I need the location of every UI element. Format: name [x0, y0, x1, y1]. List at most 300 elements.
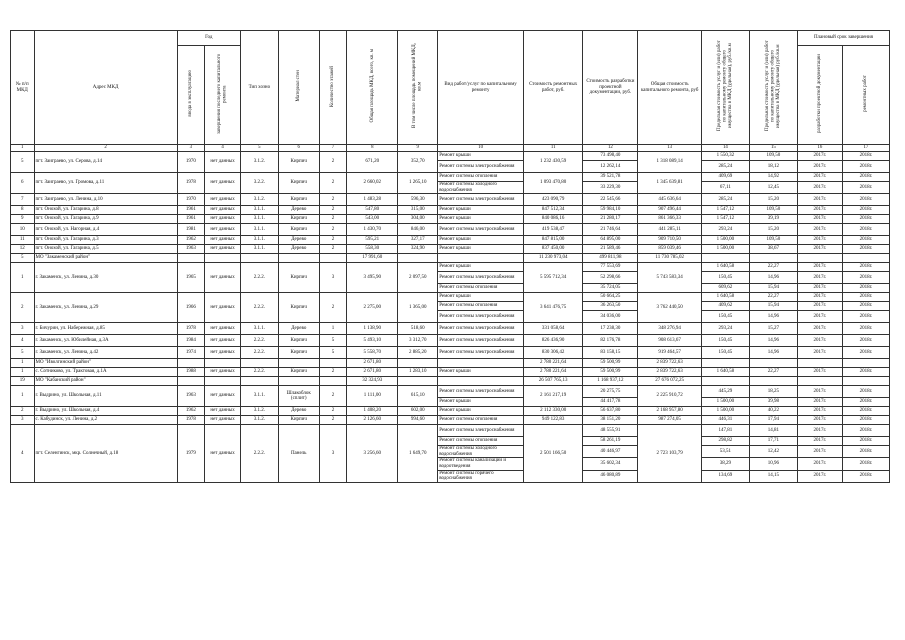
- table-cell: нет данных: [205, 173, 241, 194]
- column-number: 1: [11, 145, 35, 152]
- table-cell: Ремонт системы электроснабжения: [438, 347, 524, 359]
- header-premises-area: В том числе площадь помещений МКД, кв.м: [398, 31, 438, 145]
- table-cell: 67,11: [701, 182, 749, 194]
- table-cell: [205, 359, 241, 368]
- table-cell: 2017г.: [797, 425, 842, 437]
- table-cell: 2017г.: [797, 284, 842, 293]
- table-cell: 17 991,60: [347, 254, 398, 263]
- table-body: [11, 152, 890, 483]
- header-repair-cost: Стоимость ремонтных работ, руб.: [524, 31, 583, 145]
- table-cell: 11: [11, 236, 35, 245]
- table-cell: 40 446,97: [583, 446, 638, 458]
- table-cell: 1 430,70: [347, 224, 398, 236]
- table-cell: нет данных: [205, 194, 241, 206]
- table-row: [11, 215, 890, 224]
- header-work-deadline: ремонтных работ: [842, 46, 889, 145]
- column-number: 4: [205, 145, 241, 152]
- table-cell: Ремонт системы отопления: [438, 302, 524, 311]
- header-plan-group: Плановый срок завершения: [797, 31, 889, 46]
- table-cell: 2018г.: [842, 323, 889, 335]
- table-cell: 38,29: [701, 458, 749, 470]
- table-cell: [319, 377, 347, 386]
- table-cell: 6: [11, 173, 35, 194]
- table-cell: 14,92: [749, 173, 797, 182]
- table-cell: 18,12: [749, 161, 797, 173]
- table-cell: 1 640,58: [701, 263, 749, 272]
- table-cell: Кирпич: [278, 335, 319, 347]
- table-cell: 2017г.: [797, 224, 842, 236]
- column-number: 5: [240, 145, 278, 152]
- table-cell: 1966: [177, 293, 205, 323]
- table-cell: 2018г.: [842, 302, 889, 311]
- table-cell: [319, 254, 347, 263]
- table-cell: 150,45: [701, 311, 749, 323]
- table-cell: 348 276,94: [638, 323, 701, 335]
- header-commission-year: ввода в эксплуатацию: [177, 46, 205, 145]
- table-cell: 409,69: [701, 173, 749, 182]
- table-cell: Ремонт крыши: [438, 398, 524, 407]
- table-cell: 2 780 221,64: [524, 359, 583, 368]
- table-cell: 52 298,66: [583, 272, 638, 284]
- table-cell: 2.2.2.: [240, 263, 278, 293]
- table-cell: 2017г.: [797, 335, 842, 347]
- table-cell: 1 649,70: [398, 425, 438, 483]
- table-cell: 1978: [177, 323, 205, 335]
- table-cell: 36 263,50: [583, 302, 638, 311]
- table-cell: 15,20: [749, 224, 797, 236]
- header-total-cost: Общая стоимость капитального ремонта, руб: [638, 31, 701, 145]
- table-cell: 5: [319, 347, 347, 359]
- table-cell: 419 538,47: [524, 224, 583, 236]
- table-cell: г. Выдрино, ул. Школьная, д.11: [34, 386, 177, 407]
- table-cell: 22,27: [749, 293, 797, 302]
- table-cell: г. Закаменск, ул. Ленина, д.30: [34, 263, 177, 293]
- table-row: [11, 368, 890, 377]
- table-cell: Ремонт системы холодного водоснабжения: [438, 446, 524, 458]
- table-cell: 2017г.: [797, 368, 842, 377]
- table-cell: 293,24: [701, 224, 749, 236]
- table-cell: нет данных: [205, 407, 241, 416]
- table-cell: 2: [319, 368, 347, 377]
- header-last-repair-year: завершения последнего капитального ремонта: [205, 46, 241, 145]
- table-cell: 2018г.: [842, 368, 889, 377]
- table-row: [11, 416, 890, 425]
- table-cell: Ремонт системы электроснабжения: [438, 323, 524, 335]
- table-cell: нет данных: [205, 368, 241, 377]
- column-number: 14: [701, 145, 749, 152]
- table-cell: 2017г.: [797, 263, 842, 272]
- table-cell: Кирпич: [278, 293, 319, 323]
- table-cell: 2.2.2.: [240, 347, 278, 359]
- column-number: 11: [524, 145, 583, 152]
- table-cell: 1 345 639,81: [638, 173, 701, 194]
- table-cell: 59 500,99: [583, 368, 638, 377]
- table-cell: 847 512,34: [524, 206, 583, 215]
- table-cell: 2018г.: [842, 416, 889, 425]
- header-limit-cost-1: Предельная стоимость услуг и (или) работ по капитальному ремонту общего имущества в МКД (удельная), руб./кв.м: [701, 31, 749, 145]
- table-cell: 19: [11, 377, 35, 386]
- table-cell: 5: [11, 254, 35, 263]
- table-cell: Ремонт крыши: [438, 206, 524, 215]
- table-cell: 17 238,30: [583, 323, 638, 335]
- table-cell: 1 365,00: [398, 293, 438, 323]
- table-cell: 1 232 430,59: [524, 152, 583, 173]
- table-cell: 21 589,46: [583, 245, 638, 254]
- table-cell: 59 984,10: [583, 206, 638, 215]
- table-cell: Ремонт системы электроснабжения: [438, 161, 524, 173]
- table-row: [11, 152, 890, 161]
- table-cell: [438, 377, 524, 386]
- table-cell: Кирпич: [278, 347, 319, 359]
- table-cell: 846,00: [398, 224, 438, 236]
- table-cell: г. Выдрино, ул. Школьная, д.4: [34, 407, 177, 416]
- table-cell: 1: [11, 368, 35, 377]
- table-cell: 987 274,05: [638, 416, 701, 425]
- table-cell: 285,24: [701, 194, 749, 206]
- table-cell: 331 058,64: [524, 323, 583, 335]
- table-cell: 1965: [177, 263, 205, 293]
- table-cell: 1 500,00: [701, 407, 749, 416]
- table-cell: 298,82: [701, 437, 749, 446]
- table-cell: 285,24: [701, 161, 749, 173]
- table-cell: 38 151,20: [583, 416, 638, 425]
- table-cell: 859 039,46: [638, 245, 701, 254]
- table-cell: Ремонт крыши: [438, 263, 524, 272]
- table-cell: МО "Закаменский район": [34, 254, 177, 263]
- column-number: 17: [842, 145, 889, 152]
- table-cell: Кирпич: [278, 224, 319, 236]
- table-cell: 39,98: [749, 398, 797, 407]
- table-cell: 10: [11, 224, 35, 236]
- table-cell: 2018г.: [842, 458, 889, 470]
- table-cell: нет данных: [205, 425, 241, 483]
- table-cell: 1979: [177, 425, 205, 483]
- table-cell: Кирпич: [278, 173, 319, 194]
- table-cell: 38,67: [749, 245, 797, 254]
- table-cell: 2018г.: [842, 182, 889, 194]
- table-cell: 7: [11, 194, 35, 206]
- table-cell: Ремонт системы горячего водоснабжения: [438, 470, 524, 482]
- header-wall-material: Материал стен: [278, 31, 319, 145]
- table-cell: 602,00: [398, 407, 438, 416]
- column-number: 8: [347, 145, 398, 152]
- table-cell: Ремонт крыши: [438, 368, 524, 377]
- group-row: [11, 377, 890, 386]
- table-cell: 861 366,33: [638, 215, 701, 224]
- table-cell: 1: [11, 386, 35, 407]
- table-cell: [842, 377, 889, 386]
- table-cell: 2: [319, 152, 347, 173]
- table-cell: 15,94: [749, 302, 797, 311]
- table-row: [11, 347, 890, 359]
- table-cell: Ремонт системы канализации и водоотведения: [438, 458, 524, 470]
- table-row: [11, 224, 890, 236]
- table-cell: 2 780 221,64: [524, 368, 583, 377]
- table-cell: 3.1.2.: [240, 194, 278, 206]
- table-cell: 2 660,02: [347, 173, 398, 194]
- table-cell: 2.2.2.: [240, 425, 278, 483]
- table-cell: 5 743 583,34: [638, 263, 701, 293]
- table-cell: 2017г.: [797, 437, 842, 446]
- table-cell: 26 507 765,13: [524, 377, 583, 386]
- table-cell: Ремонт крыши: [438, 236, 524, 245]
- table-cell: 14,81: [749, 425, 797, 437]
- table-cell: Ремонт системы отопления: [438, 173, 524, 182]
- table-cell: пгт. Онохой, ул. Гагарина, д.9: [34, 215, 177, 224]
- table-cell: 2: [319, 245, 347, 254]
- table-cell: 2018г.: [842, 173, 889, 182]
- table-cell: 1 111,00: [347, 386, 398, 407]
- capital-repair-table-page: [10, 30, 890, 483]
- table-cell: 1981: [177, 224, 205, 236]
- table-cell: 304,00: [398, 215, 438, 224]
- table-cell: 1 640,58: [701, 293, 749, 302]
- table-cell: 671,20: [347, 152, 398, 173]
- table-cell: 2: [11, 293, 35, 323]
- table-cell: 2018г.: [842, 215, 889, 224]
- table-cell: 2018г.: [842, 152, 889, 161]
- table-cell: 3.1.1.: [240, 386, 278, 407]
- column-number: 3: [177, 145, 205, 152]
- table-cell: 2018г.: [842, 347, 889, 359]
- table-cell: 22,27: [749, 263, 797, 272]
- table-cell: 1: [11, 263, 35, 293]
- table-cell: 17,94: [749, 416, 797, 425]
- table-cell: 77 553,69: [583, 263, 638, 272]
- table-cell: 1963: [177, 386, 205, 407]
- table-cell: 9: [11, 215, 35, 224]
- table-cell: [278, 359, 319, 368]
- table-row: [11, 194, 890, 206]
- table-cell: нет данных: [205, 293, 241, 323]
- table-cell: 12: [11, 245, 35, 254]
- table-cell: 315,00: [398, 206, 438, 215]
- table-cell: Кирпич: [278, 152, 319, 173]
- header-design-deadline: разработки проектной документации: [797, 46, 842, 145]
- column-number-row: [11, 145, 890, 152]
- table-cell: нет данных: [205, 323, 241, 335]
- table-cell: 10,96: [749, 458, 797, 470]
- table-cell: 2018г.: [842, 206, 889, 215]
- table-cell: 3.1.1.: [240, 323, 278, 335]
- table-cell: 327,17: [398, 236, 438, 245]
- table-row: [11, 335, 890, 347]
- table-cell: 543,00: [347, 215, 398, 224]
- table-cell: Кирпич: [278, 194, 319, 206]
- table-cell: 2: [319, 215, 347, 224]
- table-cell: 2 168 957,80: [638, 407, 701, 416]
- table-cell: 2017г.: [797, 245, 842, 254]
- table-cell: 2017г.: [797, 458, 842, 470]
- table-cell: [749, 359, 797, 368]
- table-cell: 1970: [177, 152, 205, 173]
- table-cell: 2018г.: [842, 470, 889, 482]
- table-cell: 3: [319, 425, 347, 483]
- table-cell: нет данных: [205, 236, 241, 245]
- table-cell: 32 324,93: [347, 377, 398, 386]
- table-row: [11, 293, 890, 302]
- column-number: 7: [319, 145, 347, 152]
- table-cell: 1 318 089,14: [638, 152, 701, 173]
- table-cell: 34 036,00: [583, 311, 638, 323]
- table-cell: 3 256,60: [347, 425, 398, 483]
- table-cell: 2: [319, 293, 347, 323]
- table-cell: 5 558,70: [347, 347, 398, 359]
- group-row: [11, 254, 890, 263]
- table-cell: 2: [319, 236, 347, 245]
- table-cell: Дерево: [278, 323, 319, 335]
- table-cell: 3.1.1.: [240, 215, 278, 224]
- table-cell: 2: [319, 407, 347, 416]
- table-cell: [701, 254, 749, 263]
- table-cell: 2 112 330,00: [524, 407, 583, 416]
- table-cell: 39,19: [749, 215, 797, 224]
- table-cell: 35 602,34: [583, 458, 638, 470]
- table-cell: Кирпич: [278, 416, 319, 425]
- table-cell: Дерево: [278, 245, 319, 254]
- group-row: [11, 359, 890, 368]
- table-cell: пгт. Заиграево, ул. Ленина, д.10: [34, 194, 177, 206]
- table-cell: 1963: [177, 245, 205, 254]
- table-cell: пгт. Селенгинск, мкр. Солнечный, д.18: [34, 425, 177, 483]
- table-cell: 14,96: [749, 335, 797, 347]
- table-cell: [205, 254, 241, 263]
- table-cell: 2018г.: [842, 263, 889, 272]
- table-cell: 73 498,40: [583, 152, 638, 161]
- table-cell: 423 090,79: [524, 194, 583, 206]
- table-cell: Ремонт крыши: [438, 293, 524, 302]
- table-cell: нет данных: [205, 263, 241, 293]
- table-cell: 2017г.: [797, 272, 842, 284]
- table-cell: 2017г.: [797, 161, 842, 173]
- table-cell: 2018г.: [842, 161, 889, 173]
- table-cell: 2 501 166,50: [524, 425, 583, 483]
- table-cell: 2 723 103,79: [638, 425, 701, 483]
- table-cell: [438, 254, 524, 263]
- table-cell: 3.1.1.: [240, 236, 278, 245]
- table-cell: [177, 359, 205, 368]
- table-cell: 840 086,16: [524, 215, 583, 224]
- table-cell: 2018г.: [842, 407, 889, 416]
- table-cell: 2018г.: [842, 236, 889, 245]
- table-cell: Ремонт системы электроснабжения: [438, 272, 524, 284]
- table-cell: 445 636,64: [638, 194, 701, 206]
- table-cell: 1962: [177, 236, 205, 245]
- table-row: [11, 173, 890, 182]
- table-cell: Ремонт системы электроснабжения: [438, 311, 524, 323]
- table-cell: Дерево: [278, 407, 319, 416]
- table-cell: 109,50: [749, 152, 797, 161]
- table-cell: 994,60: [398, 416, 438, 425]
- table-cell: 1 283,10: [398, 368, 438, 377]
- table-cell: 2018г.: [842, 194, 889, 206]
- table-cell: 2 161 217,19: [524, 386, 583, 407]
- table-row: [11, 386, 890, 398]
- capital-repair-table: [10, 30, 890, 483]
- table-cell: нет данных: [205, 335, 241, 347]
- table-cell: 2017г.: [797, 152, 842, 161]
- table-cell: 826 436,90: [524, 335, 583, 347]
- table-cell: 595,21: [347, 236, 398, 245]
- table-cell: 2: [319, 173, 347, 194]
- table-cell: 5: [319, 335, 347, 347]
- table-cell: 2018г.: [842, 272, 889, 284]
- table-cell: нет данных: [205, 206, 241, 215]
- table-cell: 2.2.2.: [240, 368, 278, 377]
- table-cell: пгт. Заиграево, ул. Громова, д.11: [34, 173, 177, 194]
- table-cell: 2 885,20: [398, 347, 438, 359]
- table-cell: [797, 254, 842, 263]
- table-cell: 150,45: [701, 272, 749, 284]
- table-row: [11, 206, 890, 215]
- table-cell: Кирпич: [278, 263, 319, 293]
- table-cell: 1961: [177, 206, 205, 215]
- table-cell: 2017г.: [797, 398, 842, 407]
- table-cell: 1: [319, 323, 347, 335]
- table-cell: [278, 377, 319, 386]
- table-cell: 48 555,91: [583, 425, 638, 437]
- table-cell: Ремонт системы электроснабжения: [438, 194, 524, 206]
- table-cell: 147,81: [701, 425, 749, 437]
- table-cell: 14,96: [749, 272, 797, 284]
- table-cell: 109,50: [749, 236, 797, 245]
- header-work-type: Вид работ/услуг по капитальному ремонту: [438, 31, 524, 145]
- table-cell: Ремонт системы электроснабжения: [438, 224, 524, 236]
- table-cell: Ремонт системы отопления: [438, 437, 524, 446]
- table-cell: Ремонт системы холодного водоснабжения: [438, 182, 524, 194]
- table-cell: 2017г.: [797, 446, 842, 458]
- table-cell: Ремонт системы электроснабжения: [438, 335, 524, 347]
- table-cell: МО "Кабанский район": [34, 377, 177, 386]
- table-cell: 1 265,10: [398, 173, 438, 194]
- header-year-group: Год: [177, 31, 240, 46]
- table-cell: 949 122,83: [524, 416, 583, 425]
- table-cell: 2017г.: [797, 311, 842, 323]
- table-cell: 44 417,78: [583, 398, 638, 407]
- table-cell: 615,10: [398, 386, 438, 407]
- table-cell: Панель: [278, 425, 319, 483]
- table-cell: Ремонт системы электроснабжения: [438, 425, 524, 437]
- table-cell: 59 500,99: [583, 359, 638, 368]
- table-cell: 3.1.2.: [240, 407, 278, 416]
- header-design-cost: Стоимость разработки проектной документации, руб.: [583, 31, 638, 145]
- table-cell: 22,27: [749, 368, 797, 377]
- table-row: [11, 236, 890, 245]
- table-cell: 2 839 722,63: [638, 359, 701, 368]
- table-cell: 2017г.: [797, 323, 842, 335]
- table-cell: 12,42: [749, 446, 797, 458]
- table-cell: 907 496,44: [638, 206, 701, 215]
- table-cell: [278, 254, 319, 263]
- table-cell: 1978: [177, 416, 205, 425]
- table-cell: 109,50: [749, 206, 797, 215]
- table-cell: 609,62: [701, 284, 749, 293]
- table-cell: 837 450,00: [524, 245, 583, 254]
- table-cell: Ремонт крыши: [438, 407, 524, 416]
- table-cell: 409,62: [701, 302, 749, 311]
- table-cell: 2.2.2.: [240, 293, 278, 323]
- table-cell: 2017г.: [797, 206, 842, 215]
- table-cell: Дерево: [278, 206, 319, 215]
- table-cell: нет данных: [205, 152, 241, 173]
- column-number: 15: [749, 145, 797, 152]
- table-cell: 2018г.: [842, 446, 889, 458]
- table-cell: 2: [319, 206, 347, 215]
- table-cell: 20 275,75: [583, 386, 638, 398]
- table-cell: 21 746,64: [583, 224, 638, 236]
- column-number: 2: [34, 145, 177, 152]
- table-row: [11, 245, 890, 254]
